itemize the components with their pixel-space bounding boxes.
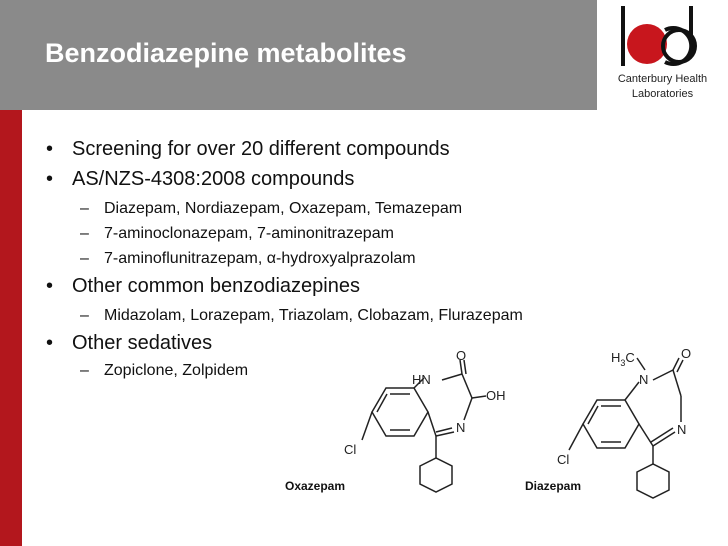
diazepam-atom-cl: Cl [557, 452, 570, 467]
bullet-item: • AS/NZS-4308:2008 compounds [46, 168, 355, 190]
sub-bullet-item: – 7-aminoflunitrazepam, α-hydroxyalprazolam [80, 250, 416, 267]
bullet-item: • Other sedatives [46, 332, 213, 354]
sub-bullet-item: – Diazepam, Nordiazepam, Oxazepam, Temazepam [80, 200, 463, 217]
diazepam-atom-n1: N [639, 372, 649, 387]
bullet-item: • Other common benzodiazepines [46, 275, 360, 297]
slide-title: Benzodiazepine metabolites [45, 38, 407, 68]
oxazepam-atom-hn: HN [412, 372, 431, 387]
oxazepam-atom-cl: Cl [344, 442, 357, 457]
sub-bullet-item: – Midazolam, Lorazepam, Triazolam, Clobazam, Flurazepam [80, 307, 523, 324]
diazepam-atom-n2: N [677, 422, 687, 437]
side-accent-bar [0, 110, 22, 546]
diazepam-label: Diazepam [525, 479, 582, 493]
sub-bullet-item: – 7-aminoclonazepam, 7-aminonitrazepam [80, 225, 394, 242]
logo-line-1: Canterbury Health [617, 73, 708, 85]
diazepam-atom-h3c: $H_3C$ [611, 350, 635, 368]
diazepam-atom-o: O [681, 346, 692, 361]
logo-line-2: Laboratories [631, 88, 694, 100]
oxazepam-structure [340, 350, 520, 510]
oxazepam-atom-n: N [456, 420, 466, 435]
chl-logo-icon [617, 4, 707, 68]
logo [597, 0, 728, 110]
bullet-item: • Screening for over 20 different compounds [46, 138, 450, 160]
oxazepam-atom-o: O [456, 350, 467, 363]
oxazepam-label: Oxazepam [285, 479, 346, 493]
sub-bullet-item: – Zopiclone, Zolpidem [80, 362, 249, 379]
title-bar [0, 0, 597, 110]
oxazepam-atom-oh: OH [486, 388, 506, 403]
